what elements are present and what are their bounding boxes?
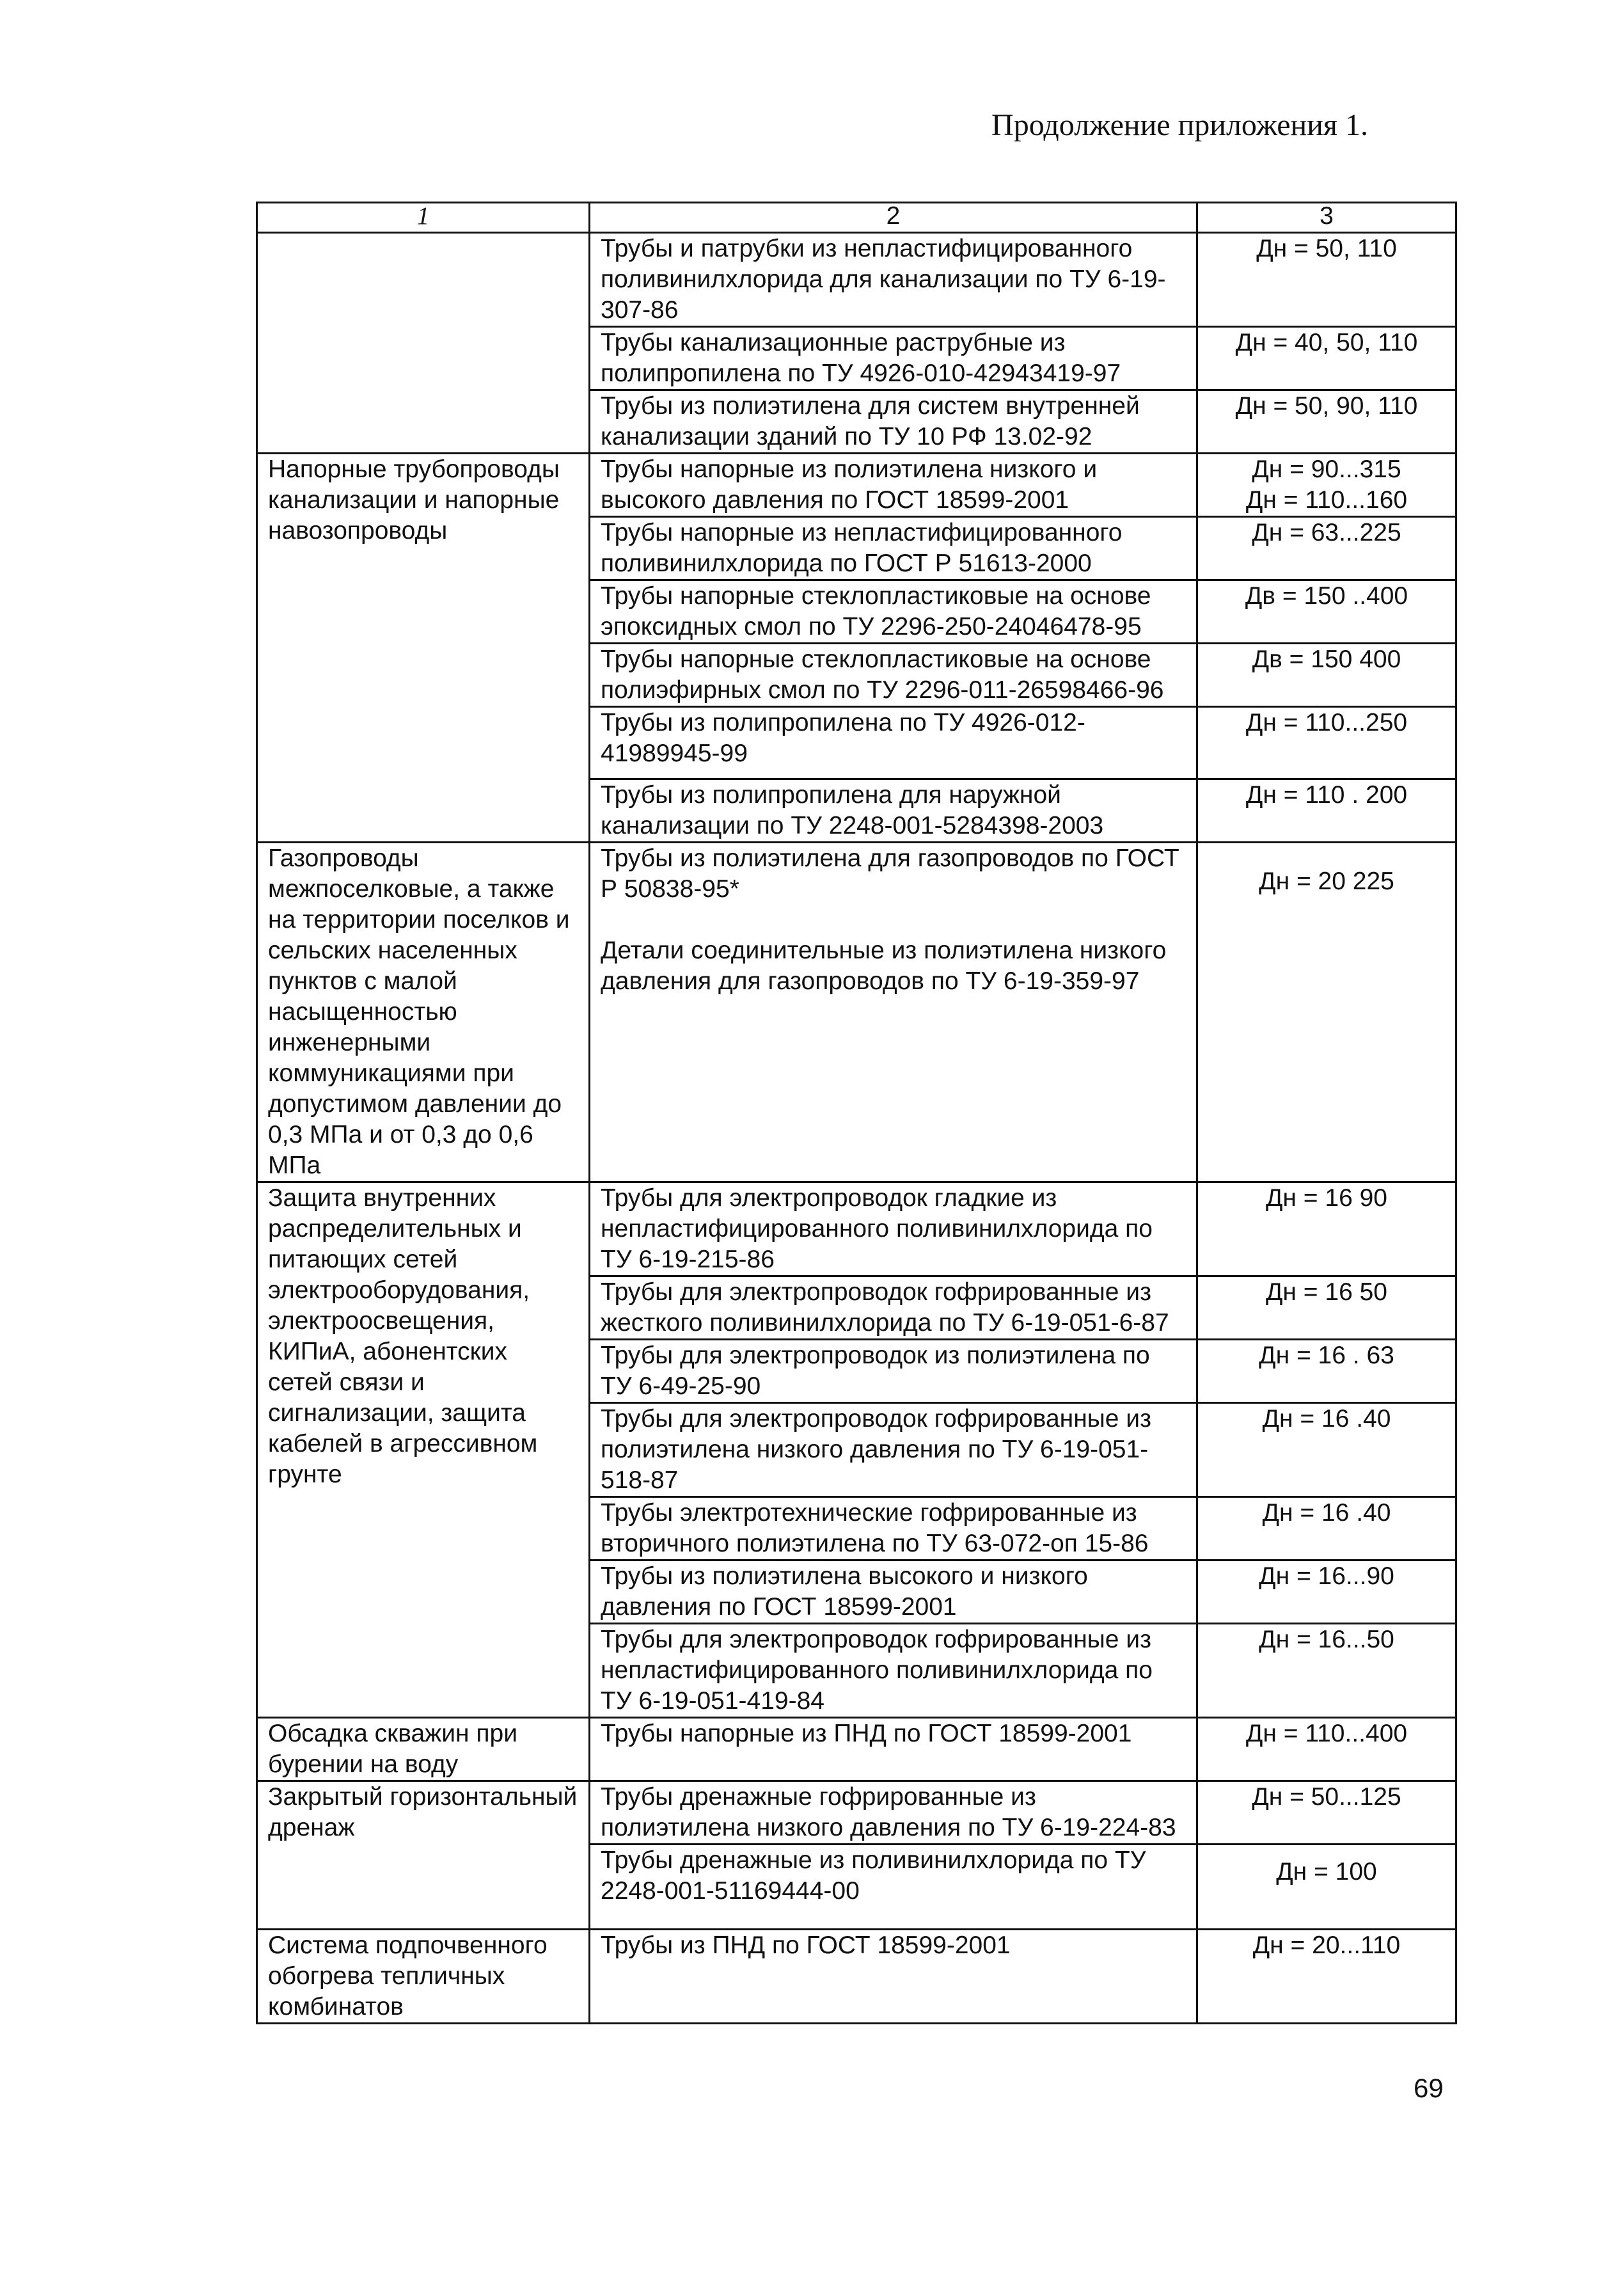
desc-cell: Трубы канализационные раструбные из полипропилена по ТУ 4926-010-42943419-97	[590, 327, 1197, 390]
materials-table	[256, 202, 1457, 2024]
desc-cell: Трубы для электропроводок гофрированные из непластифицированного поливинилхлорида по ТУ 6-19-051-419-84	[590, 1624, 1197, 1718]
desc-cell: Трубы для электропроводок гладкие из непластифицированного поливинилхлорида по ТУ 6-19-215-86	[590, 1182, 1197, 1276]
desc-text: Трубы из полиэтилена для газопроводов по ГОСТ Р 50838-95*	[601, 845, 1179, 903]
size-cell: Дн = 50...125	[1197, 1781, 1456, 1845]
size-value: Дн = 90...315	[1252, 456, 1401, 483]
col-header-1: 1	[257, 203, 590, 233]
desc-cell: Трубы из полиэтилена высокого и низкого давления по ГОСТ 18599-2001	[590, 1560, 1197, 1624]
desc-cell: Трубы из полипропилена по ТУ 4926-012-41989945-99	[590, 707, 1197, 779]
page-header: Продолжение приложения 1.	[991, 108, 1368, 142]
table-row	[257, 1718, 1456, 1781]
size-cell	[1197, 454, 1456, 517]
size-cell: Дн = 50, 90, 110	[1197, 390, 1456, 454]
size-cell: Дв = 150 ..400	[1197, 580, 1456, 644]
table-row	[257, 1781, 1456, 1845]
desc-text: Детали соединительные из полиэтилена низкого давления для газопроводов по ТУ 6-19-359-97	[601, 937, 1167, 995]
table-row	[257, 843, 1456, 1182]
desc-cell: Трубы электротехнические гофрированные из вторичного полиэтилена по ТУ 63-072-оп 15-86	[590, 1497, 1197, 1560]
desc-cell: Трубы из ПНД по ГОСТ 18599-2001	[590, 1930, 1197, 2024]
desc-cell: Трубы напорные из ПНД по ГОСТ 18599-2001	[590, 1718, 1197, 1781]
size-cell: Дн = 16 .40	[1197, 1497, 1456, 1560]
purpose-cell: Напорные трубопроводы канализации и напорные навозопроводы	[257, 454, 590, 843]
size-value: Дн = 110...160	[1245, 486, 1408, 514]
table-row	[257, 1930, 1456, 2024]
purpose-cell: Закрытый горизонтальный дренаж	[257, 1781, 590, 1930]
size-cell: Дн = 16 90	[1197, 1182, 1456, 1276]
desc-cell: Трубы дренажные из поливинилхлорида по ТУ 2248-001-51169444-00	[590, 1845, 1197, 1930]
size-cell: Дн = 40, 50, 110	[1197, 327, 1456, 390]
size-cell: Дн = 100	[1197, 1845, 1456, 1930]
size-cell: Дн = 16 .40	[1197, 1403, 1456, 1497]
size-cell: Дн = 20 225	[1197, 843, 1456, 1182]
size-cell: Дн = 63...225	[1197, 517, 1456, 580]
desc-cell: Трубы из полиэтилена для систем внутренней канализации зданий по ТУ 10 РФ 13.02-92	[590, 390, 1197, 454]
desc-cell: Трубы и патрубки из непластифицированного поливинилхлорида для канализации по ТУ 6-19-307-86	[590, 233, 1197, 327]
purpose-cell: Газопроводы межпоселковые, а также на территории поселков и сельских населенных пунктов с малой насыщенностью инженерными коммуникациями при допустимом давлении до 0,3 МПа и от 0,3 до 0,6 МПа	[257, 843, 590, 1182]
table-row	[257, 1182, 1456, 1276]
desc-cell: Трубы из полипропилена для наружной канализации по ТУ 2248-001-5284398-2003	[590, 779, 1197, 843]
purpose-cell: Защита внутренних распределительных и питающих сетей электрооборудования, электроосвещения, КИПиА, абонентских сетей связи и сигнализации, защита кабелей в агрессивном грунте	[257, 1182, 590, 1718]
header-row	[257, 203, 1456, 233]
size-cell: Дн = 50, 110	[1197, 233, 1456, 327]
size-cell: Дн = 16 . 63	[1197, 1340, 1456, 1403]
size-cell: Дн = 110...250	[1197, 707, 1456, 779]
size-cell: Дн = 16 50	[1197, 1276, 1456, 1340]
desc-cell: Трубы напорные из полиэтилена низкого и высокого давления по ГОСТ 18599-2001	[590, 454, 1197, 517]
col-header-3: 3	[1197, 203, 1456, 233]
size-cell: Дн = 16...50	[1197, 1624, 1456, 1718]
desc-cell: Трубы напорные из непластифицированного поливинилхлорида по ГОСТ Р 51613-2000	[590, 517, 1197, 580]
size-cell: Дн = 20...110	[1197, 1930, 1456, 2024]
size-cell: Дв = 150 400	[1197, 644, 1456, 707]
desc-cell: Трубы напорные стеклопластиковые на основе эпоксидных смол по ТУ 2296-250-24046478-95	[590, 580, 1197, 644]
desc-cell: Трубы для электропроводок гофрированные из полиэтилена низкого давления по ТУ 6-19-051-518-87	[590, 1403, 1197, 1497]
spacer	[601, 905, 1186, 935]
purpose-cell	[257, 233, 590, 454]
size-cell: Дн = 110 . 200	[1197, 779, 1456, 843]
purpose-cell: Обсадка скважин при бурении на воду	[257, 1718, 590, 1781]
table-row	[257, 454, 1456, 517]
desc-cell: Трубы дренажные гофрированные из полиэтилена низкого давления по ТУ 6-19-224-83	[590, 1781, 1197, 1845]
desc-cell: Трубы для электропроводок из полиэтилена по ТУ 6-49-25-90	[590, 1340, 1197, 1403]
desc-cell: Трубы напорные стеклопластиковые на основе полиэфирных смол по ТУ 2296-011-26598466-96	[590, 644, 1197, 707]
desc-cell	[590, 843, 1197, 1182]
size-cell: Дн = 16...90	[1197, 1560, 1456, 1624]
size-cell: Дн = 110...400	[1197, 1718, 1456, 1781]
desc-cell: Трубы для электропроводок гофрированные из жесткого поливинилхлорида по ТУ 6-19-051-6-87	[590, 1276, 1197, 1340]
page-number: 69	[1414, 2073, 1444, 2103]
table-row	[257, 233, 1456, 327]
purpose-cell: Система подпочвенного обогрева тепличных комбинатов	[257, 1930, 590, 2024]
col-header-2: 2	[590, 203, 1197, 233]
